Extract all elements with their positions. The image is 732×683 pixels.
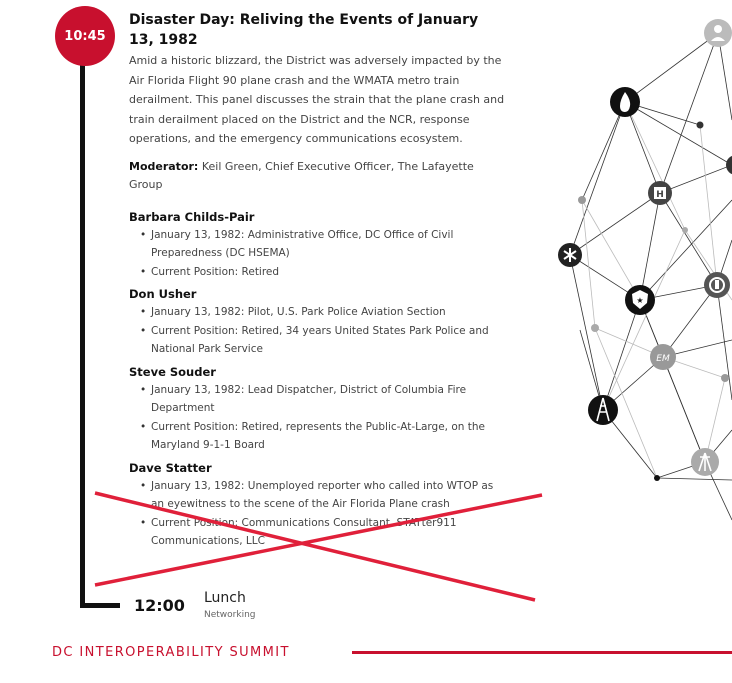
panelist-detail: • Current Position: Retired, represents the Public-At-Large, on the Maryland 9-1-1 Board <box>137 418 507 455</box>
panelist-name: Steve Souder <box>129 364 216 379</box>
hospital-icon-label: H <box>656 190 664 200</box>
panelist-detail: • January 13, 1982: Lead Dispatcher, District of Columbia Fire Department <box>137 381 507 418</box>
footer-label: DC INTEROPERABILITY SUMMIT <box>52 645 290 660</box>
panelist-detail: • January 13, 1982: Unemployed reporter who called into WTOP as an eyewitness to the scene of the Air Florida Plane crash <box>137 477 507 514</box>
hospital-icon <box>648 181 672 205</box>
session-time: 10:45 <box>64 28 106 44</box>
panelist-detail: • January 13, 1982: Administrative Office, DC Office of Civil Preparedness (DC HSEMA) <box>137 226 507 263</box>
moderator-name: Keil Green, Chief Executive Officer, The Lafayette Group <box>129 159 474 191</box>
police-badge-icon <box>625 285 655 315</box>
moderator-label: Moderator: <box>129 159 199 173</box>
svg-text:★: ★ <box>636 296 644 305</box>
partial-icon <box>726 155 732 175</box>
plug-icon <box>704 272 730 298</box>
fire-icon <box>610 87 640 117</box>
session-title: Disaster Day: Reliving the Events of January 13, 1982 <box>129 12 479 48</box>
star-of-life-icon <box>558 243 582 267</box>
network-graphic <box>540 0 732 640</box>
radio-tower-icon <box>588 395 618 425</box>
panelist-detail: • Current Position: Communications Consultant, STATter911 Communications, LLC <box>137 514 507 551</box>
panelist-name: Don Usher <box>129 287 197 301</box>
tripod-icon <box>691 448 719 476</box>
session-description: Amid a historic blizzard, the District was adversely impacted by the Air Florida Flight 90 plane crash and the WMATA metro train derailment. This panel discusses the strain that the plane crash and train derailment placed on the District and the NCR, response operations, and the emergency communications ecosystem. <box>129 54 505 145</box>
em-icon-label: EM <box>656 354 670 364</box>
emergency-management-icon <box>650 344 676 370</box>
panelist-detail: • Current Position: Retired <box>137 263 507 282</box>
panelist-name: Barbara Childs-Pair <box>129 209 255 224</box>
panelist-name: Dave Statter <box>129 460 212 475</box>
panelist-detail: • January 13, 1982: Pilot, U.S. Park Police Aviation Section <box>137 303 507 322</box>
lunch-subtitle: Networking <box>204 610 256 620</box>
lunch-title: Lunch <box>204 590 246 606</box>
lunch-time: 12:00 <box>134 596 185 615</box>
panelist-detail: • Current Position: Retired, 34 years United States Park Police and National Park Service <box>137 322 507 359</box>
person-icon <box>704 19 732 47</box>
